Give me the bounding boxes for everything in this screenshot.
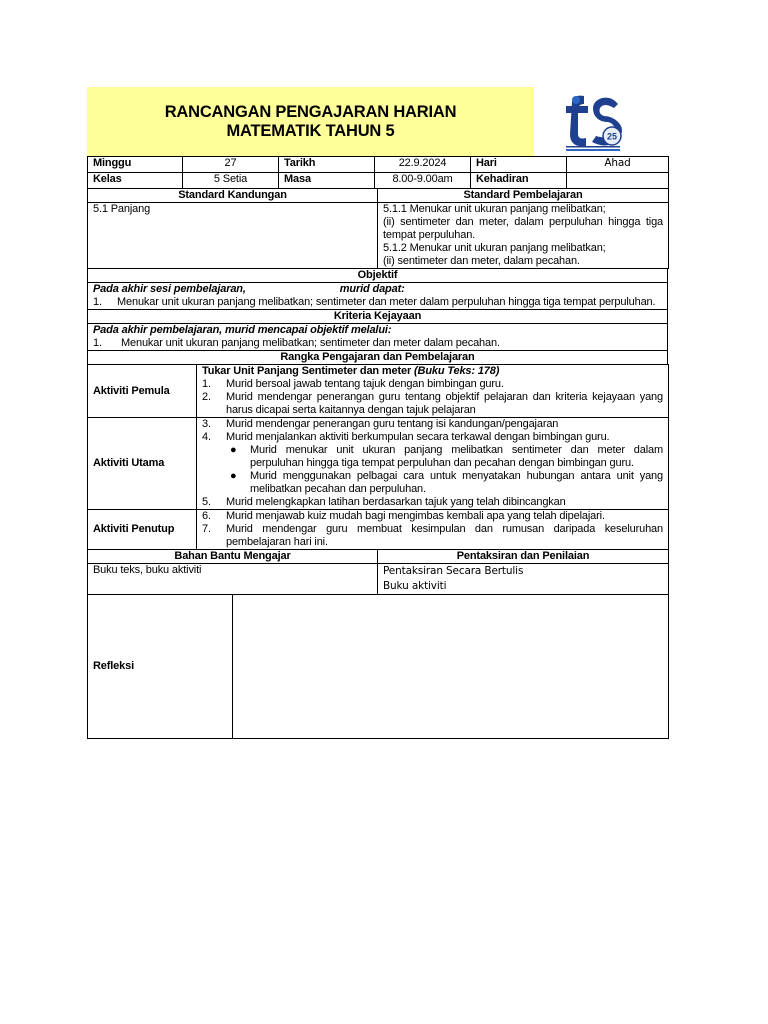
aktiviti-penutup-cell	[197, 510, 669, 550]
list-item	[202, 523, 663, 549]
item-number: 7.	[202, 523, 211, 535]
bullet-item	[202, 444, 663, 470]
aktiviti-pemula-label: Aktiviti Pemula	[88, 365, 197, 418]
item-text: Menukar unit ukuran panjang melibatkan; sentimeter dan meter dalam perpuluhan hingga tiga tempat perpuluhan.	[117, 296, 656, 308]
ts25-logo	[562, 90, 626, 152]
bahan-text: Buku teks, buku aktiviti	[88, 564, 378, 595]
aktiviti-penutup-label: Aktiviti Penutup	[88, 510, 197, 550]
item-text: Murid menukar unit ukuran panjang melibatkan sentimeter dan meter dalam perpuluhan hingga tiga tempat perpuluhan dan pecahan dengan bimbingan guru.	[250, 444, 663, 469]
list-item	[202, 431, 663, 444]
list-item	[202, 510, 663, 523]
objektif-intro	[93, 283, 662, 296]
bullet-icon: ●	[230, 470, 237, 482]
sp-line: 5.1.1 Menukar unit ukuran panjang melibatkan;	[383, 203, 606, 215]
kriteria-cell	[88, 324, 668, 351]
list-item	[202, 391, 663, 417]
topic-title: Tukar Unit Panjang Sentimeter dan meter	[202, 365, 412, 377]
item-number: 5.	[202, 496, 211, 508]
objektif-intro-b: murid dapat:	[339, 283, 405, 295]
item-number: 6.	[202, 510, 211, 522]
item-text: Murid melengkapkan latihan berdasarkan tajuk yang telah dibincangkan	[226, 496, 566, 508]
topic-line	[202, 365, 663, 378]
tarikh-value: 22.9.2024	[375, 157, 471, 173]
refleksi-label: Refleksi	[88, 595, 233, 739]
rangka-header: Rangka Pengajaran dan Pembelajaran	[88, 351, 668, 365]
item-text: Murid mendengar guru membuat kesimpulan dan rumusan daripada keseluruhan pembelajaran hari ini.	[226, 523, 663, 548]
pentaksiran-cell	[378, 564, 669, 595]
item-number: 2.	[202, 391, 211, 403]
standard-pembelajaran-header: Standard Pembelajaran	[378, 189, 669, 203]
item-text: Murid menggunakan pelbagai cara untuk menyatakan hubungan antara unit yang melibatkan pecahan dan perpuluhan.	[250, 470, 663, 495]
item-text: Murid menjalankan aktiviti berkumpulan secara terkawal dengan bimbingan guru.	[226, 431, 610, 443]
objektif-cell	[88, 283, 668, 310]
bahan-table	[87, 549, 669, 595]
pentaksiran-header: Pentaksiran dan Penilaian	[378, 550, 669, 564]
item-number: 1.	[202, 378, 211, 390]
kelas-label: Kelas	[88, 173, 183, 189]
item-text: Menukar unit ukuran panjang melibatkan; sentimeter dan meter dalam pecahan.	[121, 337, 500, 349]
kriteria-intro: Pada akhir pembelajaran, murid mencapai objektif melalui:	[93, 324, 392, 336]
kriteria-item	[93, 337, 662, 350]
item-text: Murid menjawab kuiz mudah bagi mengimbas kembali apa yang telah dipelajari.	[226, 510, 605, 522]
item-text: Murid mendengar penerangan guru tentang isi kandungan/pengajaran	[226, 418, 559, 430]
kehadiran-label: Kehadiran	[471, 173, 567, 189]
aktiviti-table	[87, 364, 669, 550]
item-text: Murid mendengar penerangan guru tentang objektif pelajaran dan kriteria kejayaan yang harus dicapai serta kaitannya dengan tajuk pelajaran	[226, 391, 663, 416]
masa-value: 8.00-9.00am	[375, 173, 471, 189]
objektif-item	[93, 296, 662, 309]
list-item	[202, 378, 663, 391]
objektif-header: Objektif	[88, 269, 668, 283]
hari-label: Hari	[471, 157, 567, 173]
refleksi-table	[87, 594, 669, 739]
tarikh-label: Tarikh	[279, 157, 375, 173]
item-number: 1.	[93, 337, 102, 349]
bahan-header: Bahan Bantu Mengajar	[88, 550, 378, 564]
kriteria-header: Kriteria Kejayaan	[88, 310, 668, 324]
objektif-table	[87, 268, 668, 365]
title-banner	[87, 87, 534, 156]
item-number: 1.	[93, 296, 102, 308]
sp-line: (ii) sentimeter dan meter, dalam pecahan.	[383, 255, 580, 267]
pentaksiran-line: Buku aktiviti	[383, 580, 447, 592]
svg-text:25: 25	[606, 131, 618, 142]
standard-pembelajaran-cell	[378, 203, 669, 269]
sp-line: (ii) sentimeter dan meter, dalam perpuluhan hingga tiga tempat perpuluhan.	[383, 216, 663, 241]
topic-ref: (Buku Teks: 178)	[414, 365, 500, 377]
item-text: Murid bersoal jawab tentang tajuk dengan bimbingan guru.	[226, 378, 504, 390]
info-table	[87, 156, 669, 189]
document-title: RANCANGAN PENGAJARAN HARIAN	[164, 103, 457, 121]
objektif-intro-a: Pada akhir sesi pembelajaran,	[93, 283, 246, 295]
aktiviti-utama-cell	[197, 418, 669, 510]
document-subtitle: MATEMATIK TAHUN 5	[226, 122, 395, 140]
minggu-value: 27	[183, 157, 279, 173]
hari-value: Ahad	[567, 157, 669, 173]
sp-line: 5.1.2 Menukar unit ukuran panjang melibatkan;	[383, 242, 606, 254]
masa-label: Masa	[279, 173, 375, 189]
kelas-value: 5 Setia	[183, 173, 279, 189]
minggu-label: Minggu	[88, 157, 183, 173]
aktiviti-pemula-cell	[197, 365, 669, 418]
bullet-item	[202, 470, 663, 496]
standard-table	[87, 188, 669, 269]
list-item	[202, 496, 663, 509]
item-number: 4.	[202, 431, 211, 443]
standard-kandungan-header: Standard Kandungan	[88, 189, 378, 203]
kehadiran-value	[567, 173, 669, 189]
bullet-icon: ●	[230, 444, 237, 456]
item-number: 3.	[202, 418, 211, 430]
refleksi-content[interactable]	[233, 595, 669, 739]
lesson-plan-document	[87, 156, 668, 739]
aktiviti-utama-label: Aktiviti Utama	[88, 418, 197, 510]
pentaksiran-line: Pentaksiran Secara Bertulis	[383, 565, 524, 577]
list-item	[202, 418, 663, 431]
standard-kandungan-text: 5.1 Panjang	[88, 203, 378, 269]
